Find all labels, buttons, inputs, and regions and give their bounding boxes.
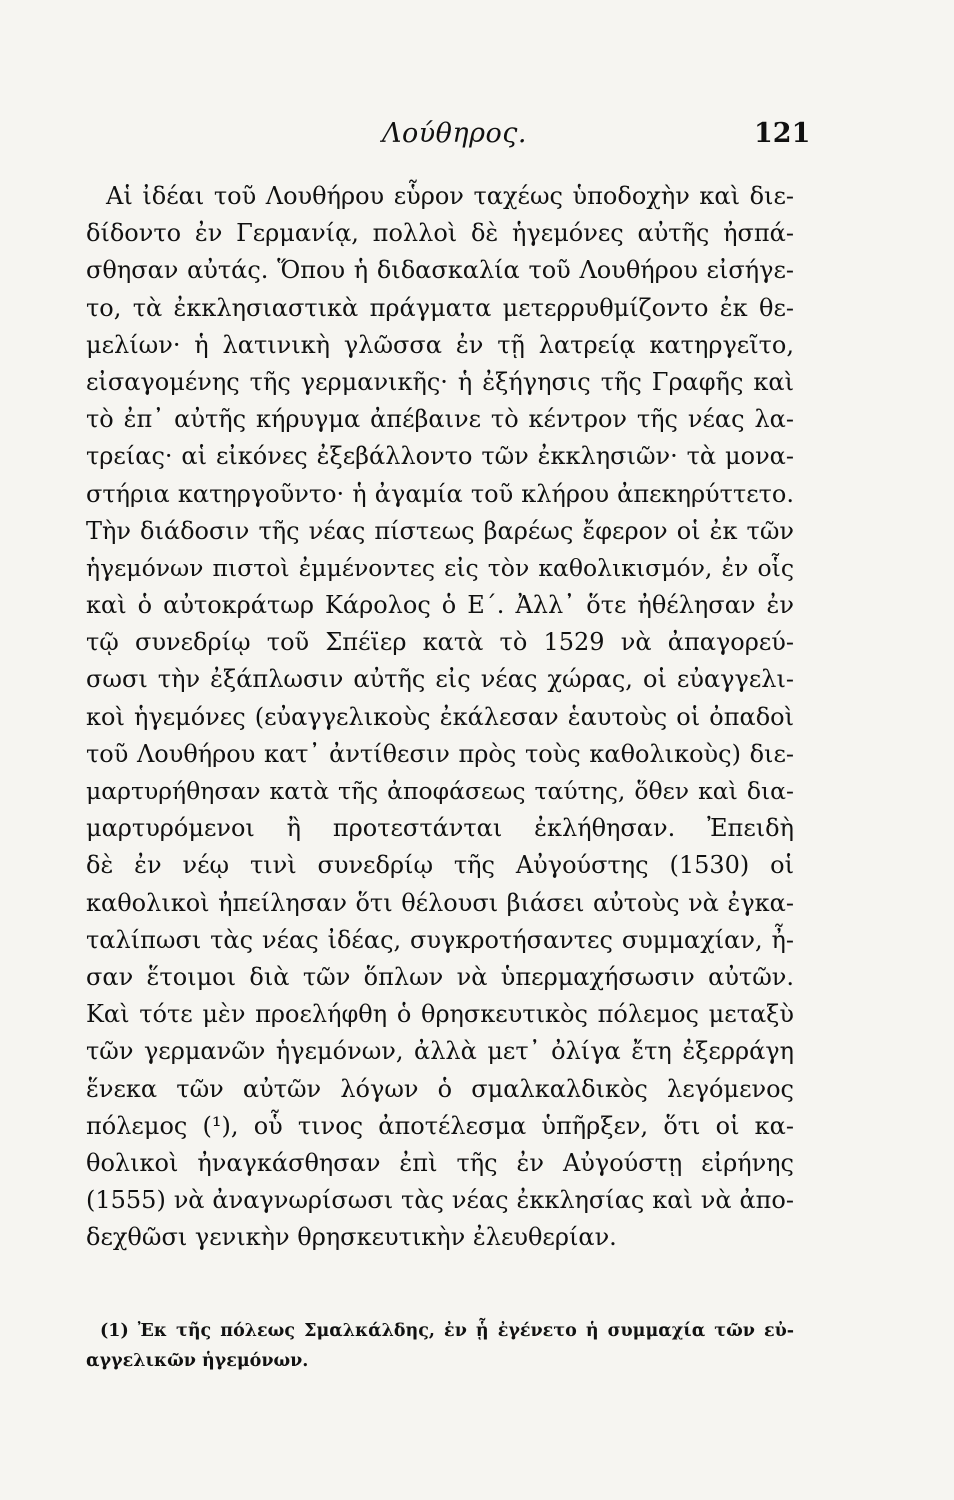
text-line: σθησαν αὐτάς. Ὅπου ἡ διδασκαλία τοῦ Λουθήρου εἰσήγε- [86,256,794,285]
text-line: σαν ἕτοιμοι διὰ τῶν ὅπλων νὰ ὑπερμαχήσωσιν αὐτῶν. [86,962,794,991]
running-title: Λούθηρος. [382,118,527,149]
text-line: σωσι τὴν ἐξάπλωσιν αὐτῆς εἰς νέας χώρας, οἱ εὐαγγελι- [86,665,794,694]
text-line: στήρια κατηργοῦντο· ἡ ἀγαμία τοῦ κλήρου ἀπεκηρύττετο. [86,479,794,508]
text-line: τοῦ Λουθήρου κατ᾽ ἀντίθεσιν πρὸς τοὺς καθολικοὺς) διε- [86,739,794,768]
text-line: ἕνεκα τῶν αὐτῶν λόγων ὁ σμαλκαλδικὸς λεγόμενος [86,1074,794,1103]
text-line: εἰσαγομένης τῆς γερμανικῆς· ἡ ἐξήγησις τῆς Γραφῆς καὶ [86,367,794,396]
text-line: μελίων· ἡ λατινικὴ γλῶσσα ἐν τῇ λατρείᾳ κατηργεῖτο, [86,330,794,359]
text-line: μαρτυρόμενοι ἢ προτεστάνται ἐκλήθησαν. Ἐπειδὴ [86,814,794,843]
text-line: Τὴν διάδοσιν τῆς νέας πίστεως βαρέως ἔφερον οἱ ἐκ τῶν [86,516,794,545]
text-line: (1555) νὰ ἀναγνωρίσωσι τὰς νέας ἐκκλησίας καὶ νὰ ἀπο- [86,1186,794,1215]
footnote-line: (1) Ἐκ τῆς πόλεως Σμαλκάλδης, ἐν ᾗ ἐγένετο ἡ συμμαχία τῶν εὐ- [100,1321,794,1341]
text-line: ταλίπωσι τὰς νέας ἰδέας, συγκροτήσαντες συμμαχίαν, ἦ- [86,925,794,954]
text-line: κοὶ ἡγεμόνες (εὐαγγελικοὺς ἐκάλεσαν ἑαυτοὺς οἱ ὀπαδοὶ [86,702,794,731]
text-line: καὶ ὁ αὐτοκράτωρ Κάρολος ὁ Ε΄. Ἀλλ᾽ ὅτε ἠθέλησαν ἐν [86,591,794,620]
text-line: Καὶ τότε μὲν προελήφθη ὁ θρησκευτικὸς πόλεμος μεταξὺ [86,1000,794,1029]
body-text [86,178,794,1256]
text-line: μαρτυρήθησαν κατὰ τῆς ἀποφάσεως ταύτης, ὅθεν καὶ δια- [86,777,794,805]
text-line: Αἱ ἰδέαι τοῦ Λουθήρου εὗρον ταχέως ὑποδοχὴν καὶ διε- [106,182,794,210]
text-line: τῶν γερμανῶν ἡγεμόνων, ἀλλὰ μετ᾽ ὀλίγα ἔτη ἐξερράγη [86,1037,794,1066]
text-line: τρείας· αἱ εἰκόνες ἐξεβάλλοντο τῶν ἐκκλησιῶν· τὰ μονα- [86,442,794,471]
text-line: ἡγεμόνων πιστοὶ ἐμμένοντες εἰς τὸν καθολικισμόν, ἐν οἷς [86,553,794,582]
text-line: δίδοντο ἐν Γερμανίᾳ, πολλοὶ δὲ ἡγεμόνες αὐτῆς ἠσπά- [86,219,794,248]
text-line: το, τὰ ἐκκλησιαστικὰ πράγματα μετερρυθμίζοντο ἐκ θε- [86,293,794,322]
text-line: τὸ ἐπ᾽ αὐτῆς κήρυγμα ἀπέβαινε τὸ κέντρον τῆς νέας λα- [86,405,794,434]
page-header [0,118,954,158]
footnotes [86,1316,794,1376]
text-line: θολικοὶ ἠναγκάσθησαν ἐπὶ τῆς ἐν Αὐγούστῃ εἰρήνης [86,1148,794,1177]
text-line: πόλεμος (¹), οὗ τινος ἀποτέλεσμα ὑπῆρξεν, ὅτι οἱ κα- [86,1111,794,1140]
text-line: δεχθῶσι γενικὴν θρησκευτικὴν ἐλευθερίαν. [86,1223,617,1252]
text-line: καθολικοὶ ἠπείλησαν ὅτι θέλουσι βιάσει αὐτοὺς νὰ ἐγκα- [86,888,794,917]
footnote-line: αγγελικῶν ἡγεμόνων. [86,1351,309,1371]
text-line: δὲ ἐν νέῳ τινὶ συνεδρίῳ τῆς Αὐγούστης (1530) οἱ [86,851,794,880]
text-line: τῷ συνεδρίῳ τοῦ Σπέϊερ κατὰ τὸ 1529 νὰ ἀπαγορεύ- [86,628,794,657]
page-number: 121 [754,118,811,149]
